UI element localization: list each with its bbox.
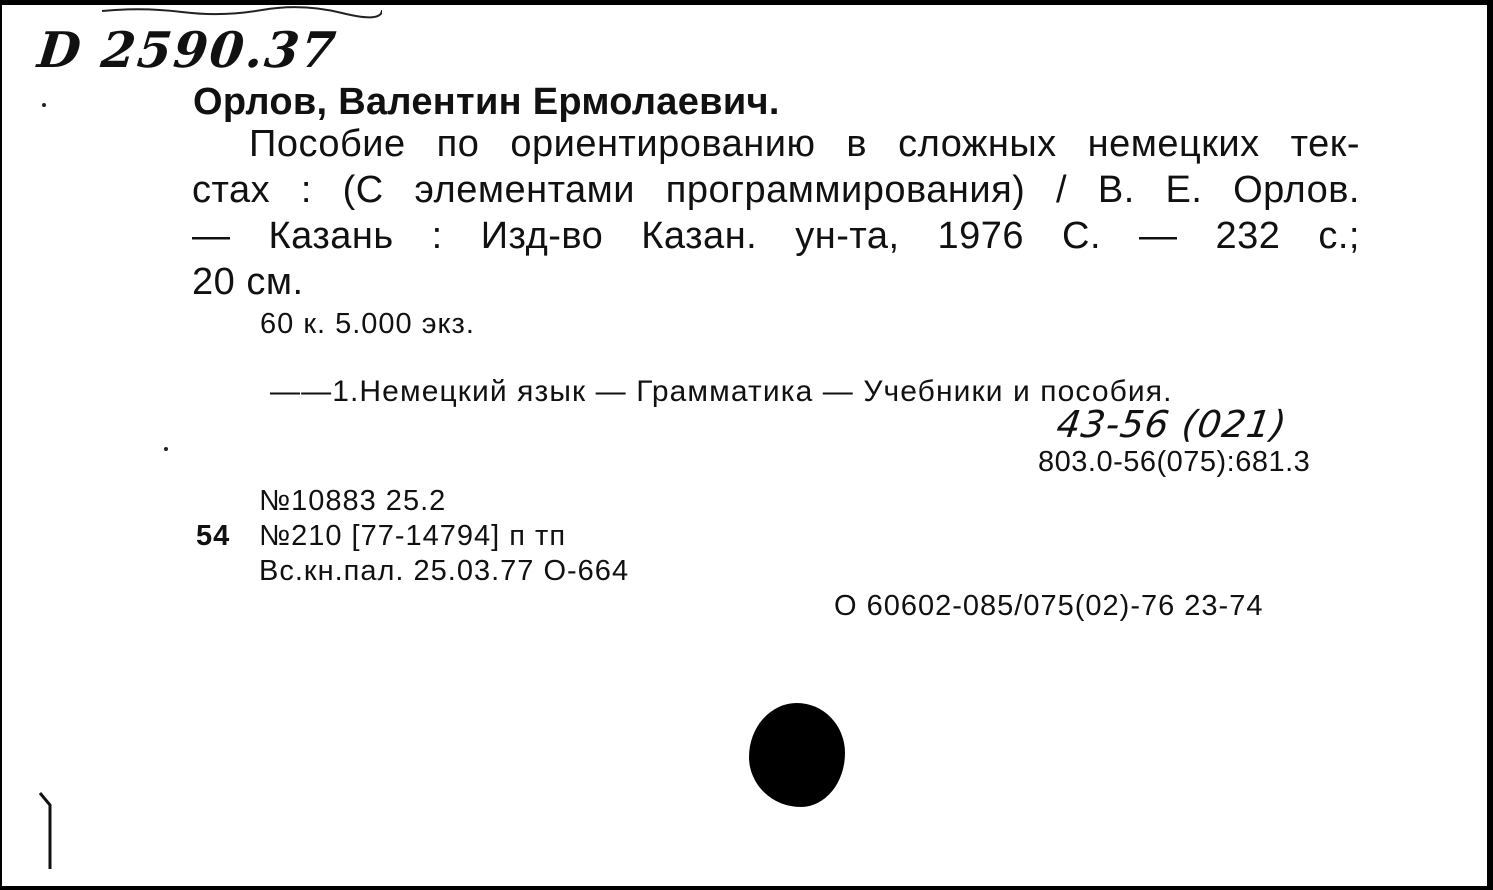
card-punch-hole [749,703,845,807]
title-line: — Казань : Изд-во Казан. ун-та, 1976 С. — 232 с.; [192,215,1360,257]
udc-classification: 803.0-56(075):681.3 [1038,446,1311,478]
record-number-line: №210 [77-14794] п тп [259,520,567,552]
dust-speck [164,447,168,451]
book-chamber-line: Вс.кн.пал. 25.03.77 О-664 [259,555,630,587]
handwritten-call-number: D 2590.37 [34,21,341,79]
author-heading: Орлов, Валентин Ермолаевич. [193,81,780,123]
dust-speck [42,103,46,107]
record-prefix-number: 54 [196,520,231,552]
subject-heading: ——1.Немецкий язык — Грамматика — Учебники и пособия. [270,375,1173,408]
title-line: стах : (С элементами программирования) / В. Е. Орлов. [192,169,1360,211]
handwritten-classification: 43-56 (021) [1053,403,1290,446]
title-description [192,121,1360,305]
title-line: Пособие по ориентированию в сложных немецких тек- [249,123,1360,165]
margin-pen-stroke [38,791,58,871]
title-line: 20 см. [192,261,304,303]
price-and-print-run: 60 к. 5.000 экз. [260,308,475,340]
order-code: О 60602-085/075(02)-76 23-74 [834,590,1264,622]
record-number-line: №10883 25.2 [259,485,447,517]
top-edge-scratch [102,5,382,19]
